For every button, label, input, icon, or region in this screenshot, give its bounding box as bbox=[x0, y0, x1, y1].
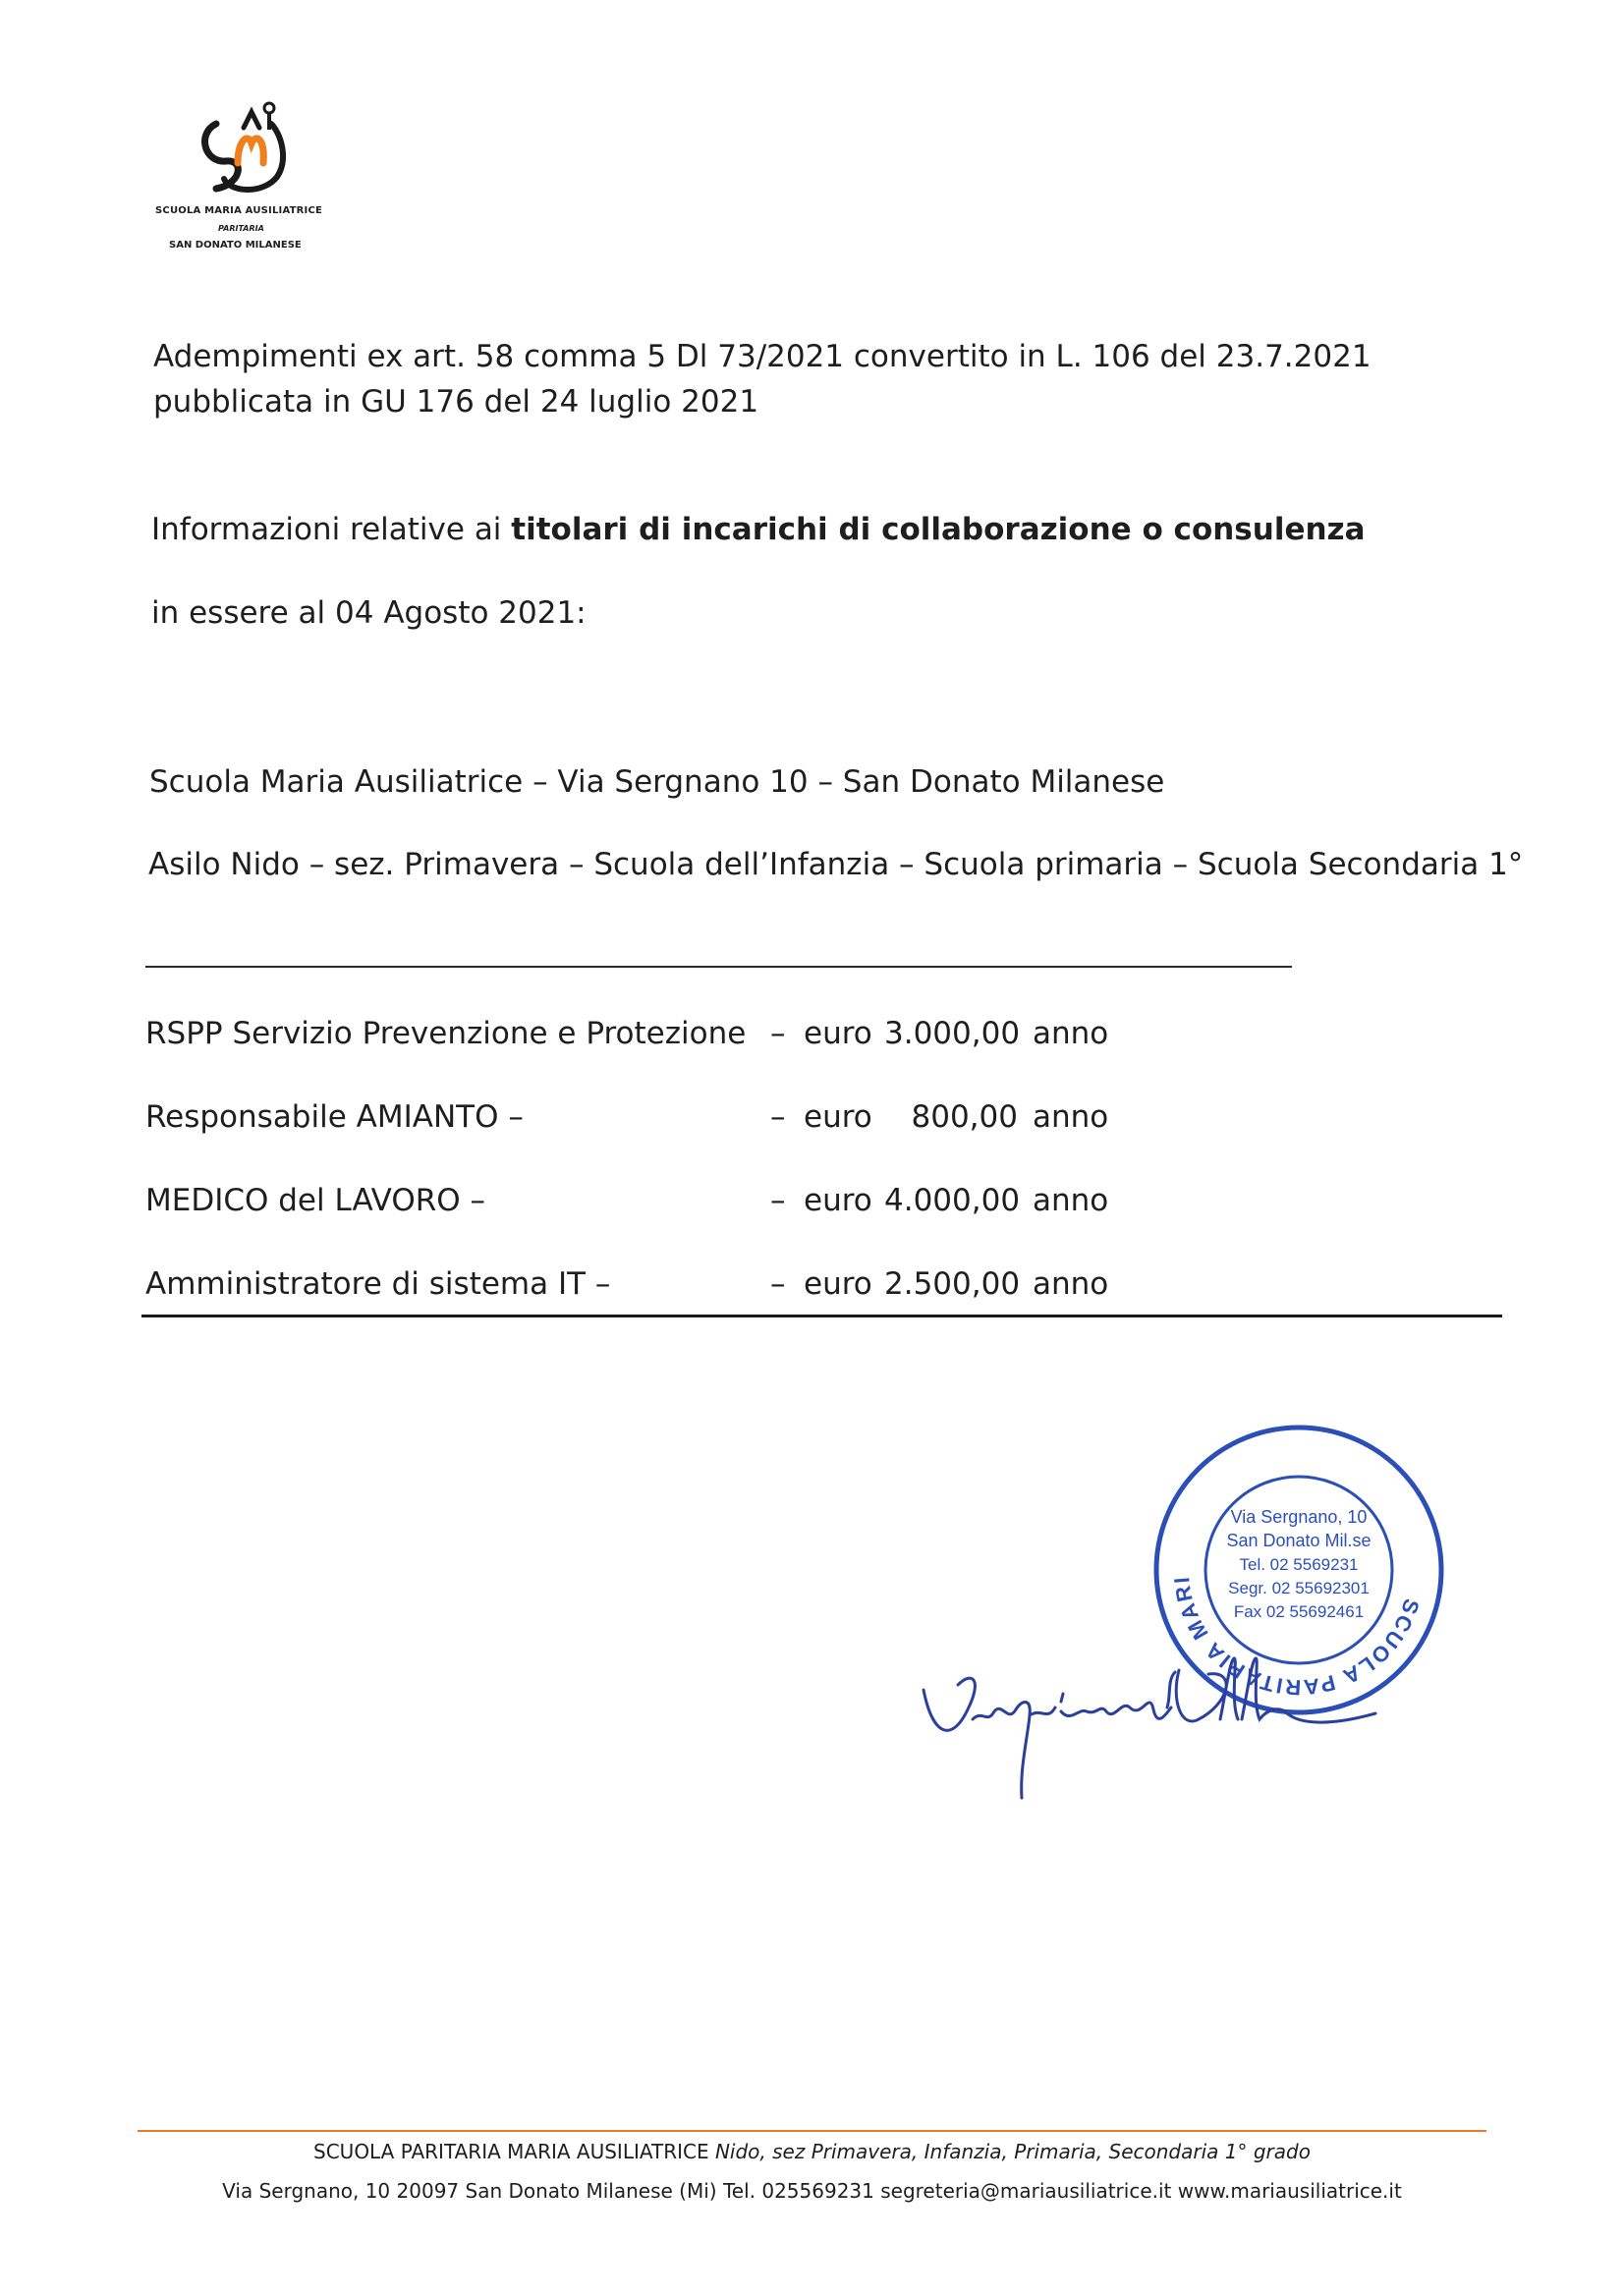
role-dash: – bbox=[770, 1099, 786, 1135]
role-currency: euro bbox=[804, 1266, 872, 1302]
logo-mark-icon bbox=[187, 94, 305, 202]
footer-rule bbox=[138, 2130, 1486, 2132]
role-dash: – bbox=[770, 1016, 786, 1051]
footer-levels: Nido, sez Primavera, Infanzia, Primaria, Secondaria 1° grado bbox=[714, 2140, 1311, 2163]
logo-school-name: SCUOLA MARIA AUSILIATRICE bbox=[155, 205, 323, 216]
role-amount: 2.500,00 bbox=[884, 1266, 1021, 1302]
footer-contact-line: Via Sergnano, 10 20097 San Donato Milanese (Mi) Tel. 025569231 segreteria@mariausiliatrice.it www.mariausiliatrice.it bbox=[222, 2179, 1402, 2203]
role-row bbox=[0, 1099, 1624, 1139]
signature-icon bbox=[914, 1651, 1405, 1808]
info-prefix: Informazioni relative ai bbox=[151, 512, 512, 547]
role-period: anno bbox=[1033, 1099, 1109, 1135]
role-row bbox=[0, 1016, 1624, 1055]
school-levels-line: Asilo Nido – sez. Primavera – Scuola dell’Infanzia – Scuola primaria – Scuola Secondaria 1° bbox=[148, 847, 1524, 882]
info-bold: titolari di incarichi di collaborazione o consulenza bbox=[511, 512, 1366, 547]
role-row bbox=[0, 1266, 1624, 1306]
stamp-line-5: Fax 02 55692461 bbox=[1233, 1602, 1365, 1621]
stamp-line-1: Via Sergnano, 10 bbox=[1230, 1507, 1368, 1527]
stamp-line-2: San Donato Mil.se bbox=[1226, 1531, 1372, 1550]
table-bottom-rule bbox=[141, 1315, 1502, 1317]
school-logo bbox=[147, 94, 344, 251]
role-period: anno bbox=[1033, 1183, 1109, 1218]
role-amount: 4.000,00 bbox=[884, 1183, 1021, 1218]
role-currency: euro bbox=[804, 1183, 872, 1218]
role-currency: euro bbox=[804, 1099, 872, 1135]
role-amount: 800,00 bbox=[911, 1099, 1018, 1135]
footer-school-name: SCUOLA PARITARIA MARIA AUSILIATRICE bbox=[313, 2140, 715, 2163]
role-currency: euro bbox=[804, 1016, 872, 1051]
stamp-ring-text: SCUOLA PARITARIA MARI bbox=[1169, 1574, 1425, 1701]
school-address-line: Scuola Maria Ausiliatrice – Via Sergnano 10 – San Donato Milanese bbox=[149, 764, 1165, 800]
role-name: Amministratore di sistema IT – bbox=[145, 1266, 611, 1302]
heading-line-2: pubblicata in GU 176 del 24 luglio 2021 bbox=[153, 384, 759, 420]
role-name: Responsabile AMIANTO – bbox=[145, 1099, 524, 1135]
logo-subtitle: PARITARIA bbox=[218, 224, 264, 233]
role-name: MEDICO del LAVORO – bbox=[145, 1183, 486, 1218]
role-period: anno bbox=[1033, 1266, 1109, 1302]
role-dash: – bbox=[770, 1183, 786, 1218]
handwritten-signature bbox=[914, 1651, 1405, 1812]
role-amount: 3.000,00 bbox=[884, 1016, 1021, 1051]
role-period: anno bbox=[1033, 1016, 1109, 1051]
footer-line-1 bbox=[0, 2140, 1624, 2163]
date-line: in essere al 04 Agosto 2021: bbox=[151, 595, 587, 631]
role-row bbox=[0, 1183, 1624, 1222]
info-paragraph bbox=[151, 511, 1366, 548]
logo-city: SAN DONATO MILANESE bbox=[169, 240, 302, 251]
stamp-line-3: Tel. 02 5569231 bbox=[1239, 1555, 1359, 1574]
role-dash: – bbox=[770, 1266, 786, 1302]
separator-rule bbox=[145, 966, 1292, 968]
stamp-line-4: Segr. 02 55692301 bbox=[1228, 1579, 1370, 1597]
heading-line-1: Adempimenti ex art. 58 comma 5 Dl 73/2021 convertito in L. 106 del 23.7.2021 bbox=[153, 339, 1372, 374]
role-name: RSPP Servizio Prevenzione e Protezione bbox=[145, 1016, 747, 1051]
